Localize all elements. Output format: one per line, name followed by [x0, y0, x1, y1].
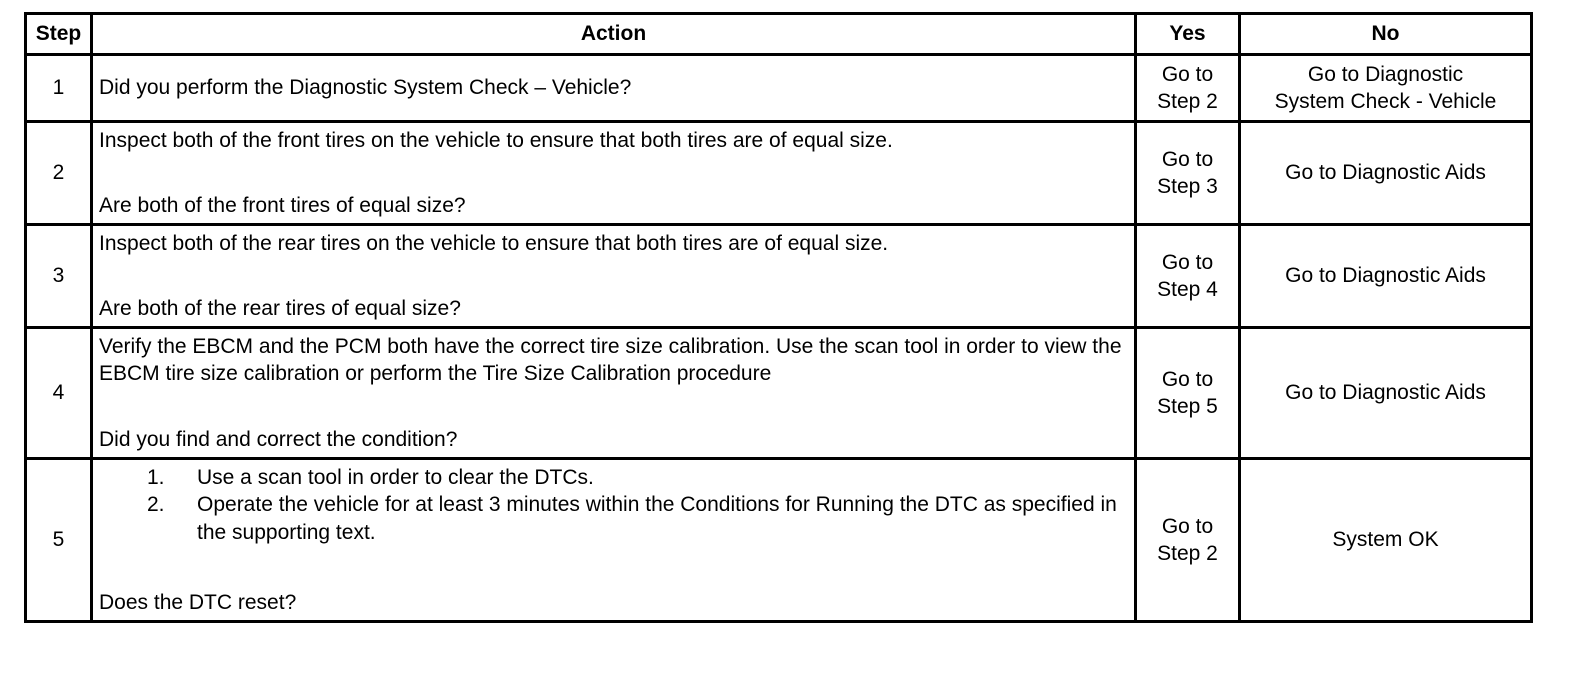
no-cell: Go to Diagnostic Aids — [1240, 225, 1532, 328]
step-number: 2 — [26, 122, 92, 225]
yes-line-1: Go to — [1161, 514, 1214, 538]
action-question: Are both of the front tires of equal size? — [99, 193, 466, 217]
action-instruction: Inspect both of the front tires on the vehicle to ensure that both tires are of equal size. — [99, 129, 893, 152]
no-cell: Go to Diagnostic Aids — [1240, 328, 1532, 459]
header-step: Step — [26, 14, 92, 55]
yes-line-2: Step 2 — [1157, 90, 1218, 113]
table-row — [26, 55, 1532, 122]
no-line-2: System Check - Vehicle — [1274, 90, 1497, 113]
action-question: Does the DTC reset? — [99, 590, 297, 614]
step-number: 5 — [26, 459, 92, 622]
yes-line-2: Step 3 — [1157, 175, 1218, 198]
header-no: No — [1240, 14, 1532, 55]
header-yes: Yes — [1136, 14, 1240, 55]
yes-cell — [1136, 459, 1240, 622]
table-row — [26, 459, 1532, 622]
action-question: Did you find and correct the condition? — [99, 427, 458, 451]
yes-line-1: Go to — [1161, 62, 1214, 86]
yes-line-2: Step 2 — [1157, 542, 1218, 565]
yes-line-1: Go to — [1161, 147, 1214, 171]
no-line-1: Go to Diagnostic — [1307, 62, 1464, 86]
yes-line-2: Step 5 — [1157, 395, 1218, 418]
yes-cell — [1136, 55, 1240, 122]
diagnostic-table — [24, 12, 1533, 623]
no-cell: Go to Diagnostic Aids — [1240, 122, 1532, 225]
action-cell — [92, 225, 1136, 328]
yes-line-1: Go to — [1161, 367, 1214, 391]
action-instruction: Inspect both of the rear tires on the vehicle to ensure that both tires are of equal size. — [99, 232, 889, 255]
header-action: Action — [92, 14, 1136, 55]
action-instruction: Verify the EBCM and the PCM both have the correct tire size calibration. Use the scan tool in order to view the EBCM tire size calibration or perform the Tire Size Calibration procedure — [99, 335, 1122, 386]
list-item — [147, 464, 1128, 491]
list-item-number: 1. — [147, 466, 165, 489]
list-item-text: Use a scan tool in order to clear the DTCs. — [197, 466, 594, 489]
step-number: 3 — [26, 225, 92, 328]
action-steps-list — [99, 464, 1128, 546]
header-row — [26, 14, 1532, 55]
table-row — [26, 122, 1532, 225]
action-cell — [92, 328, 1136, 459]
action-cell — [92, 122, 1136, 225]
no-cell: System OK — [1240, 459, 1532, 622]
action-cell: Did you perform the Diagnostic System Check – Vehicle? — [92, 55, 1136, 122]
yes-cell — [1136, 122, 1240, 225]
yes-line-2: Step 4 — [1157, 278, 1218, 301]
table-row — [26, 328, 1532, 459]
step-number: 1 — [26, 55, 92, 122]
yes-line-1: Go to — [1161, 250, 1214, 274]
action-question: Are both of the rear tires of equal size? — [99, 296, 461, 320]
action-cell — [92, 459, 1136, 622]
yes-cell — [1136, 328, 1240, 459]
list-item — [147, 491, 1128, 546]
yes-cell — [1136, 225, 1240, 328]
no-cell — [1240, 55, 1532, 122]
list-item-text: Operate the vehicle for at least 3 minutes within the Conditions for Running the DTC as specified in the supporting text. — [197, 493, 1117, 544]
list-item-number: 2. — [147, 493, 165, 517]
table-row — [26, 225, 1532, 328]
step-number: 4 — [26, 328, 92, 459]
